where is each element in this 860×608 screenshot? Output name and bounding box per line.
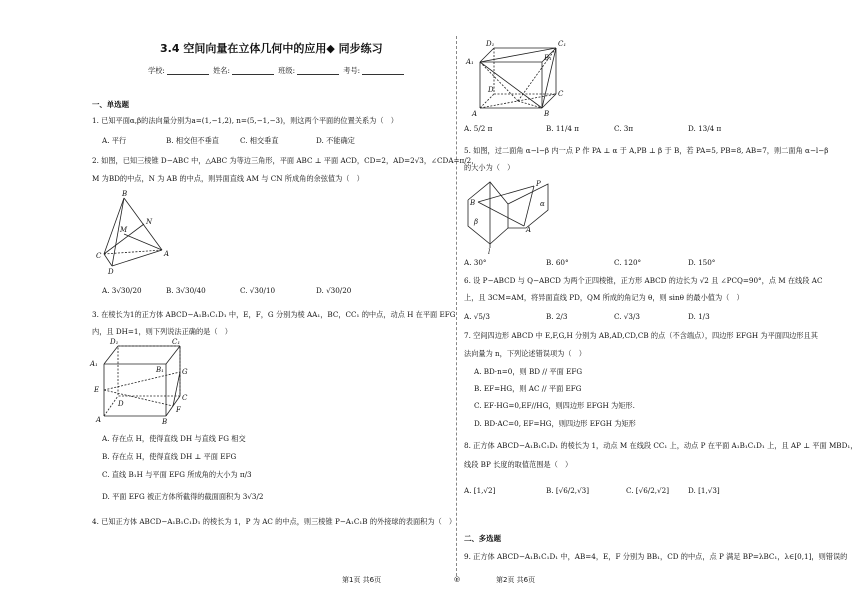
q3-cube-figure bbox=[90, 338, 190, 426]
dihedral-label-a: A bbox=[526, 226, 532, 234]
q4-option-c: C. 3π bbox=[614, 124, 634, 133]
q8-option-d: D. [1,√3] bbox=[688, 486, 720, 495]
q1-option-d: D. 不能确定 bbox=[316, 136, 355, 145]
school-blank[interactable] bbox=[167, 67, 209, 75]
cube3-label-b1: B₁ bbox=[156, 366, 164, 374]
q4-cube-figure bbox=[466, 40, 570, 118]
cube4-label-a1: A₁ bbox=[466, 58, 474, 66]
cube3-label-d1: D₁ bbox=[110, 338, 119, 346]
q3-stem-line2: 内，且 DH=1，则下列说法正确的是（ ） bbox=[92, 327, 232, 336]
q2-stem-line1: 2. 如图，已知三棱锥 D−ABC 中，△ABC 为等边三角形，平面 ABC ⊥ 平面 ACD，CD=2，AD=2√3，∠CDA=π/2， bbox=[92, 156, 479, 165]
q6-stem-line2: 上，且 3CM=AM，将异面直线 PD，QM 所成的角记为 θ，则 sinθ 的最小值为（ ） bbox=[464, 293, 744, 302]
tetra-label-m: M bbox=[120, 226, 128, 234]
cube3-label-d: D bbox=[118, 400, 124, 408]
q9-stem: 9. 正方体 ABCD−A₁B₁C₁D₁ 中，AB=4，E，F 分别为 BB₁，CD 的中点，点 P 满足 BP=λBC₁，λ∈[0,1]，则错误的 bbox=[464, 552, 848, 561]
cube3-label-c: C bbox=[182, 394, 188, 402]
q8-option-c: C. [√6/2,√2] bbox=[626, 486, 670, 495]
right-page bbox=[430, 0, 860, 608]
section-single-choice: 一、单选题 bbox=[92, 100, 129, 109]
q5-option-b: B. 60° bbox=[546, 258, 569, 267]
q3-option-c: C. 直线 B₁H 与平面 EFG 所成角的大小为 π/3 bbox=[102, 470, 252, 479]
q5-stem-line2: 的大小为（ ） bbox=[464, 163, 515, 172]
q7-stem-line1: 7. 空间四边形 ABCD 中 E,F,G,H 分别为 AB,AD,CD,CB 的点（不含端点），四边形 EFGH 为平面四边形且其 bbox=[464, 331, 818, 340]
q6-option-a: A. √5/3 bbox=[464, 312, 490, 321]
dihedral-label-beta: β bbox=[474, 218, 479, 226]
q8-option-a: A. [1,√2] bbox=[464, 486, 496, 495]
cube4-label-d: D bbox=[488, 86, 494, 94]
q1-option-a: A. 平行 bbox=[102, 136, 127, 145]
q3-stem-line1: 3. 在棱长为1的正方体 ABCD−A₁B₁C₁D₁ 中，E，F，G 分别为棱 AA₁，BC，CC₁ 的中点，动点 H 在平面 EFG bbox=[92, 310, 456, 319]
q1-stem: 1. 已知平面α,β的法向量分别为a=(1,−1,2), n=(5,−1,−3)，则这两个平面的位置关系为（ ） bbox=[92, 116, 398, 125]
q5-option-c: C. 120° bbox=[614, 258, 642, 267]
student-info-row bbox=[148, 66, 406, 75]
tetra-label-c: C bbox=[96, 252, 102, 260]
cube4-label-d1: D₁ bbox=[486, 40, 495, 48]
q8-option-b: B. [√6/2,√3] bbox=[546, 486, 590, 495]
exam-no-blank[interactable] bbox=[362, 67, 404, 75]
cube4-label-b1: B₁ bbox=[544, 54, 552, 62]
q4-stem: 4. 已知正方体 ABCD−A₁B₁C₁D₁ 的棱长为 1，P 为 AC 的中点，则三棱锥 P−A₁C₁B 的外接球的表面积为（ ） bbox=[92, 517, 457, 526]
left-page-footer: 第1页 共6页 bbox=[342, 576, 382, 584]
q6-option-c: C. √3/3 bbox=[614, 312, 640, 321]
q7-option-c: C. EF·HG=0,EF//HG，则四边形 EFGH 为矩形. bbox=[474, 401, 635, 410]
q7-stem-line2: 法向量为 n，下列论述错误项为（ ） bbox=[464, 349, 586, 358]
name-blank[interactable] bbox=[232, 67, 274, 75]
exam-no-label: 考号: bbox=[343, 66, 361, 75]
q7-option-d: D. BD·AC=0, EF=HG，则四边形 EFGH 为矩形 bbox=[474, 419, 636, 428]
q7-option-a: A. BD·n=0，则 BD // 平面 EFG bbox=[474, 367, 583, 376]
center-mark: ◎ bbox=[454, 575, 461, 583]
q6-option-b: B. 2/3 bbox=[546, 312, 568, 321]
cube4-label-c: C bbox=[558, 90, 564, 98]
cube3-label-e: E bbox=[94, 386, 100, 394]
tetra-label-d: D bbox=[108, 268, 114, 276]
document-title: 3.4 空间向量在立体几何中的应用◆ 同步练习 bbox=[160, 42, 383, 55]
tetra-label-n: N bbox=[146, 218, 153, 226]
cube4-label-a: A bbox=[472, 110, 478, 118]
q2-option-a: A. 3√30/20 bbox=[102, 286, 142, 295]
q2-tetrahedron-figure bbox=[96, 188, 180, 276]
q2-stem-line2: M 为BD的中点，N 为 AB 的中点，则异面直线 AM 与 CN 所成角的余弦值为（ ） bbox=[92, 174, 364, 183]
name-label: 姓名: bbox=[213, 66, 230, 75]
dihedral-label-b: B bbox=[470, 199, 476, 207]
cube3-label-a: A bbox=[96, 416, 102, 424]
q6-option-d: D. 1/3 bbox=[688, 312, 710, 321]
q2-option-d: D. √30/20 bbox=[316, 286, 352, 295]
q8-stem-line2: 线段 BP 长度的取值范围是（ ） bbox=[464, 460, 573, 469]
cube4-label-b: B bbox=[544, 110, 550, 118]
dihedral-label-p: P bbox=[536, 180, 541, 188]
cube3-label-a1: A₁ bbox=[90, 360, 98, 368]
q2-option-c: C. √30/10 bbox=[240, 286, 276, 295]
q4-option-a: A. 5/2 π bbox=[464, 124, 493, 133]
cube4-label-c1: C₁ bbox=[558, 40, 567, 48]
q5-option-d: D. 150° bbox=[688, 258, 716, 267]
q3-option-a: A. 存在点 H，使得直线 DH 与直线 FG 相交 bbox=[102, 434, 246, 443]
q5-stem-line1: 5. 如图，过二面角 α−l−β 内一点 P 作 PA ⊥ α 于 A,PB ⊥ β 于 B，若 PA=5, PB=8, AB=7，则二面角 α−l−β bbox=[464, 146, 829, 155]
q3-option-b: B. 存在点 H，使得直线 DH ⊥ 平面 EFG bbox=[102, 452, 237, 461]
tetra-label-b: B bbox=[122, 190, 128, 198]
q1-option-c: C. 相交垂直 bbox=[240, 136, 279, 145]
q6-stem-line1: 6. 设 P−ABCD 与 Q−ABCD 为两个正四棱锥，正方形 ABCD 的边长为 √2 且 ∠PCQ=90°，点 M 在线段 AC bbox=[464, 276, 823, 285]
right-page-footer: 第2页 共6页 bbox=[496, 576, 536, 584]
q4-option-d: D. 13/4 π bbox=[688, 124, 722, 133]
q7-option-b: B. EF=HG，则 AC // 平面 EFG bbox=[474, 384, 582, 393]
q8-stem-line1: 8. 正方体 ABCD−A₁B₁C₁D₁ 的棱长为 1，动点 M 在线段 CC₁ 上，动点 P 在平面 A₁B₁C₁D₁ 上，且 AP ⊥ 平面 MBD₁， bbox=[464, 441, 858, 450]
section-multi-choice: 二、多选题 bbox=[464, 534, 501, 543]
cube3-label-f: F bbox=[176, 406, 181, 414]
class-label: 班级: bbox=[278, 66, 295, 75]
class-blank[interactable] bbox=[297, 67, 339, 75]
dihedral-label-l: l bbox=[488, 248, 491, 256]
tetra-label-a: A bbox=[164, 250, 170, 258]
school-label: 学校: bbox=[148, 66, 165, 75]
q2-option-b: B. 3√30/40 bbox=[166, 286, 206, 295]
q3-option-d: D. 平面 EFG 被正方体所截得的截面面积为 3√3/2 bbox=[102, 492, 264, 501]
cube3-label-g: G bbox=[182, 368, 188, 376]
q5-dihedral-figure bbox=[464, 178, 554, 256]
cube3-label-c1: C₁ bbox=[172, 338, 181, 346]
q4-option-b: B. 11/4 π bbox=[546, 124, 580, 133]
dihedral-label-alpha: α bbox=[540, 200, 545, 208]
q1-option-b: B. 相交但不垂直 bbox=[166, 136, 219, 145]
q5-option-a: A. 30° bbox=[464, 258, 487, 267]
cube3-label-b: B bbox=[162, 418, 168, 426]
